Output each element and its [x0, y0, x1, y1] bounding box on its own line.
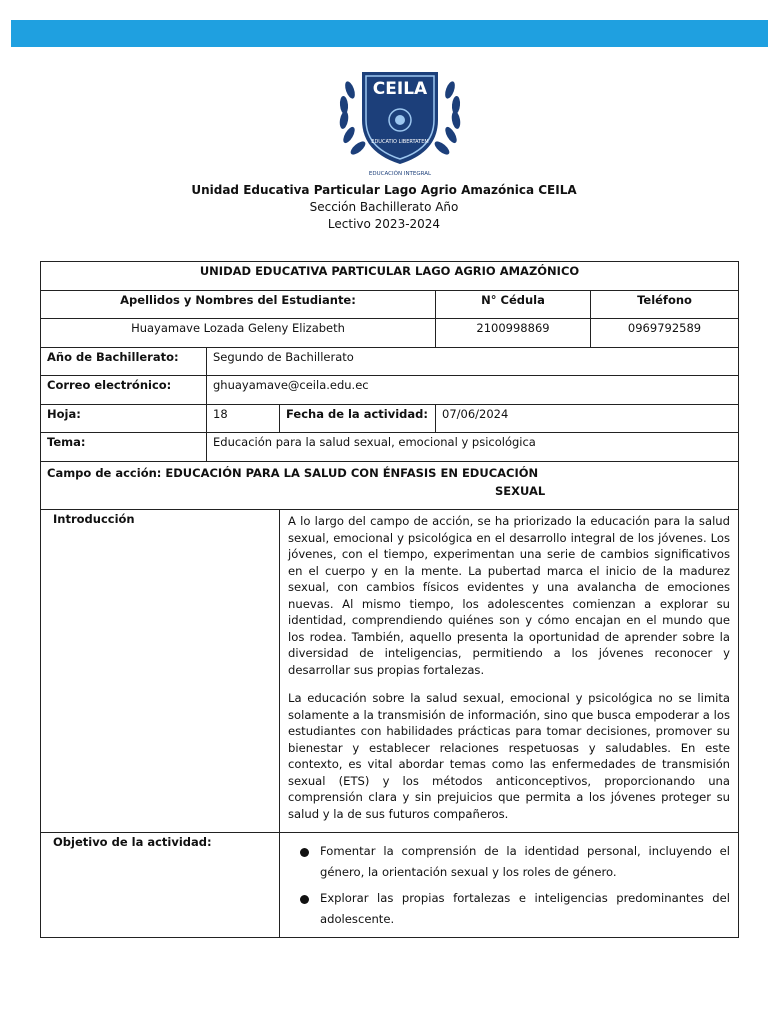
field-value-line2: SEXUAL: [495, 484, 546, 498]
objective-title: Objetivo de la actividad:: [41, 833, 280, 938]
phone-label: Teléfono: [591, 291, 739, 319]
svg-text:EDUCATIO LIBERTATEM: EDUCATIO LIBERTATEM: [371, 139, 429, 145]
institution-title: UNIDAD EDUCATIVA PARTICULAR LAGO AGRIO AMAZÓNICO: [41, 262, 739, 291]
school-name: Unidad Educativa Particular Lago Agrio Amazónica CEILA: [191, 183, 577, 197]
bullet-icon: [300, 848, 309, 857]
field-value-line1: EDUCACIÓN PARA LA SALUD CON ÉNFASIS EN EDUCACIÓN: [165, 466, 539, 480]
date-value: 07/06/2024: [436, 405, 739, 433]
email-label: Correo electrónico:: [41, 376, 207, 405]
top-color-bar: [11, 20, 768, 47]
intro-title: Introducción: [41, 510, 280, 833]
topic-label: Tema:: [41, 433, 207, 462]
bullet-icon: [300, 895, 309, 904]
email-value: ghuayamave@ceila.edu.ec: [207, 376, 739, 405]
student-name: Huayamave Lozada Geleny Elizabeth: [41, 319, 436, 348]
phone-value: 0969792589: [591, 319, 739, 348]
section-line-1: Sección Bachillerato Año: [309, 200, 459, 214]
objective-item: Fomentar la comprensión de la identidad personal, incluyendo el género, la orientación sexual y los roles de género.: [288, 841, 730, 883]
sheet-label: Hoja:: [41, 405, 207, 433]
year-value: Segundo de Bachillerato: [207, 348, 739, 376]
sheet-value: 18: [207, 405, 280, 433]
field-label: Campo de acción:: [47, 466, 162, 480]
svg-text:EDUCACIÓN INTEGRAL: EDUCACIÓN INTEGRAL: [368, 171, 432, 177]
section-line-2: Lectivo 2023-2024: [327, 217, 441, 231]
intro-paragraph-2: La educación sobre la salud sexual, emocional y psicológica no se limita solamente a la transmisión de información, sino que busca empoderar a los estudiantes con habilidades prácticas para tomar decisiones, promover su bienestar y establecer relaciones respetuosas y saludables. En este contexto, es vital abordar temas como las enfermedades de transmisión sexual (ETS) y los métodos anticonceptivos, proporcionando una comprensión clara y sin prejuicios que permita a los jóvenes proteger su salud y la de sus futuros compañeros.: [288, 691, 731, 821]
student-label: Apellidos y Nombres del Estudiante:: [41, 291, 436, 319]
year-label: Año de Bachillerato:: [41, 348, 207, 376]
document-heading: [0, 182, 768, 233]
cedula-value: 2100998869: [436, 319, 591, 348]
activity-form: [40, 261, 738, 938]
intro-body: [280, 510, 739, 833]
cedula-label: N° Cédula: [436, 291, 591, 319]
intro-paragraph-1: A lo largo del campo de acción, se ha priorizado la educación para la salud sexual, emocional y psicológica en el desarrollo integral de los jóvenes. Los jóvenes, con el tiempo, experimentan una serie de cambios significativos en el cuerpo y en la mente. La pubertad marca el inicio de la madurez sexual, con cambios físicos evidentes y una avalancha de emociones nuevas. Al mismo tiempo, los adolescentes comienzan a explorar su identidad, comprendiendo quiénes son y cómo encajan en el mundo que los rodea. También, aquello presenta la oportunidad de aprender sobre la diversidad de inteligencias, permitiendo a los jóvenes reconocer y desarrollar sus propias fortalezas.: [288, 514, 731, 677]
topic-value: Educación para la salud sexual, emocional y psicológica: [207, 433, 739, 462]
svg-text:CEILA: CEILA: [372, 79, 428, 99]
school-logo: [330, 60, 470, 178]
objective-item: Explorar las propias fortalezas e inteligencias predominantes del adolescente.: [288, 888, 730, 930]
field-of-action: [41, 462, 739, 510]
date-label: Fecha de la actividad:: [280, 405, 436, 433]
objective-body: [280, 833, 739, 938]
